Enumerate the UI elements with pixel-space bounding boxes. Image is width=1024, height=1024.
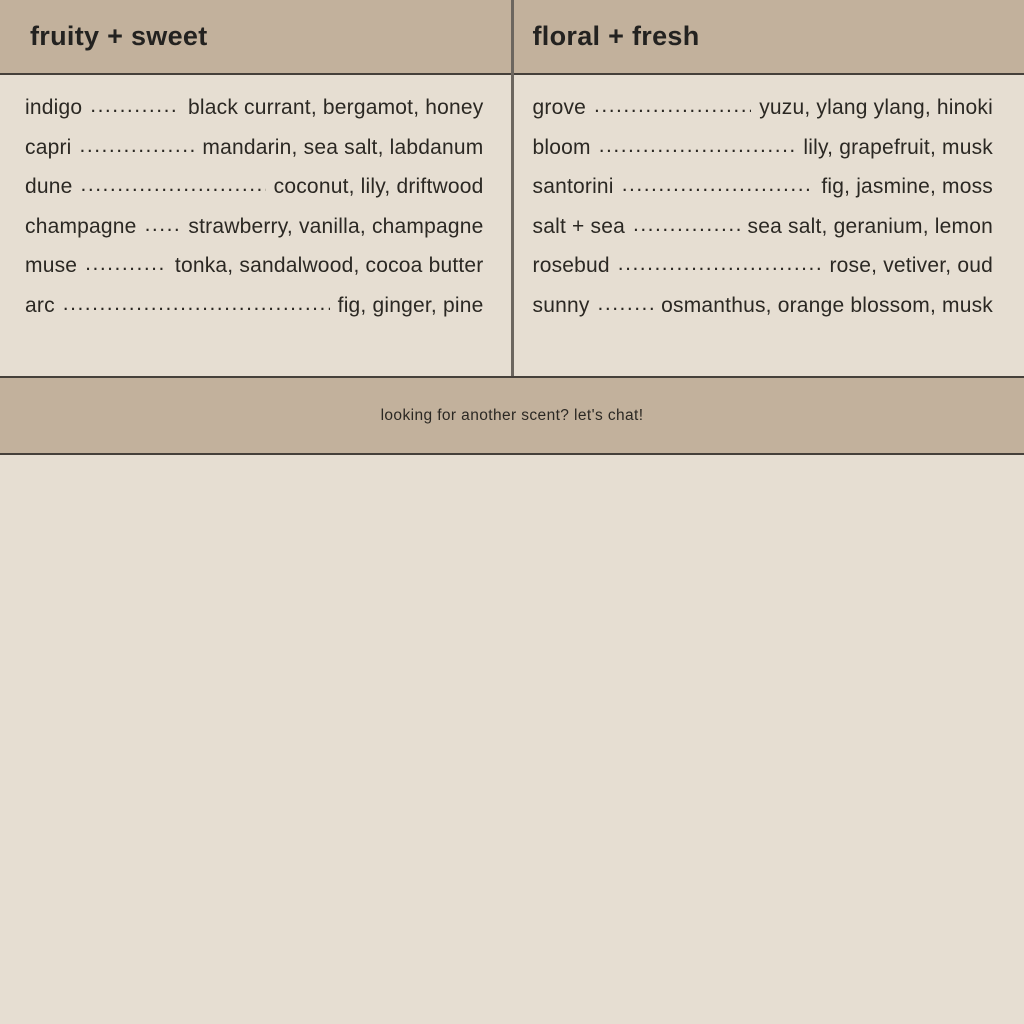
dot-leader (618, 251, 822, 272)
fruity-sweet-header (0, 0, 511, 75)
dot-leader (622, 172, 814, 193)
scent-name: indigo (25, 96, 83, 119)
scent-row (533, 172, 994, 212)
scent-name: champagne (25, 214, 137, 238)
scent-name: grove (532, 96, 587, 119)
scent-notes: yuzu, ylang ylang, hinoki (759, 96, 993, 119)
scent-notes: mandarin, sea salt, labdanum (202, 135, 484, 159)
scent-notes: tonka, sandalwood, cocoa butter (174, 254, 484, 277)
scent-notes: rose, vetiver, oud (829, 254, 993, 277)
scent-name: sunny (532, 293, 590, 317)
fruity-sweet-title: fruity + sweet (30, 21, 208, 51)
scent-row (533, 291, 994, 331)
column-fruity-sweet (0, 0, 511, 376)
scent-row (25, 172, 484, 212)
scent-name: santorini (532, 175, 614, 198)
scent-row (533, 251, 994, 291)
scent-name: arc (25, 293, 55, 317)
scent-notes: fig, ginger, pine (337, 293, 484, 317)
dot-leader (633, 212, 740, 233)
scent-notes: sea salt, geranium, lemon (747, 214, 993, 238)
dot-leader (63, 291, 330, 312)
scent-row (25, 93, 484, 133)
scent-row (25, 133, 484, 173)
dot-leader (81, 172, 266, 193)
scent-row (25, 212, 484, 252)
scent-name: muse (25, 254, 78, 277)
scent-name: bloom (532, 135, 591, 159)
dot-leader (85, 251, 167, 272)
chat-banner-text: looking for another scent? let's chat! (380, 406, 644, 424)
scent-name: salt + sea (532, 214, 625, 238)
floral-fresh-title: floral + fresh (532, 21, 700, 51)
fruity-sweet-list (0, 75, 511, 376)
scent-notes: fig, jasmine, moss (821, 175, 993, 198)
scent-name: rosebud (532, 254, 610, 277)
scent-row (533, 133, 994, 173)
chat-banner (0, 376, 1024, 455)
floral-fresh-header (514, 0, 1024, 75)
empty-footer-area (0, 455, 1024, 1024)
scent-notes: osmanthus, orange blossom, musk (661, 293, 993, 317)
scent-notes: coconut, lily, driftwood (273, 175, 484, 198)
scent-row (533, 93, 994, 133)
dot-leader (90, 93, 180, 114)
scent-name: dune (25, 175, 73, 198)
dot-leader (594, 93, 751, 114)
floral-fresh-list (514, 75, 1024, 376)
dot-leader (599, 133, 796, 154)
dot-leader (598, 291, 654, 312)
scent-columns (0, 0, 1024, 376)
scent-name: capri (25, 135, 72, 159)
column-floral-fresh (514, 0, 1024, 376)
scent-notes: strawberry, vanilla, champagne (188, 214, 484, 238)
scent-row (25, 291, 484, 331)
scent-row (25, 251, 484, 291)
scent-notes: lily, grapefruit, musk (803, 135, 993, 159)
scent-row (533, 212, 994, 252)
scent-notes: black currant, bergamot, honey (188, 96, 484, 119)
dot-leader (145, 212, 181, 233)
dot-leader (80, 133, 195, 154)
